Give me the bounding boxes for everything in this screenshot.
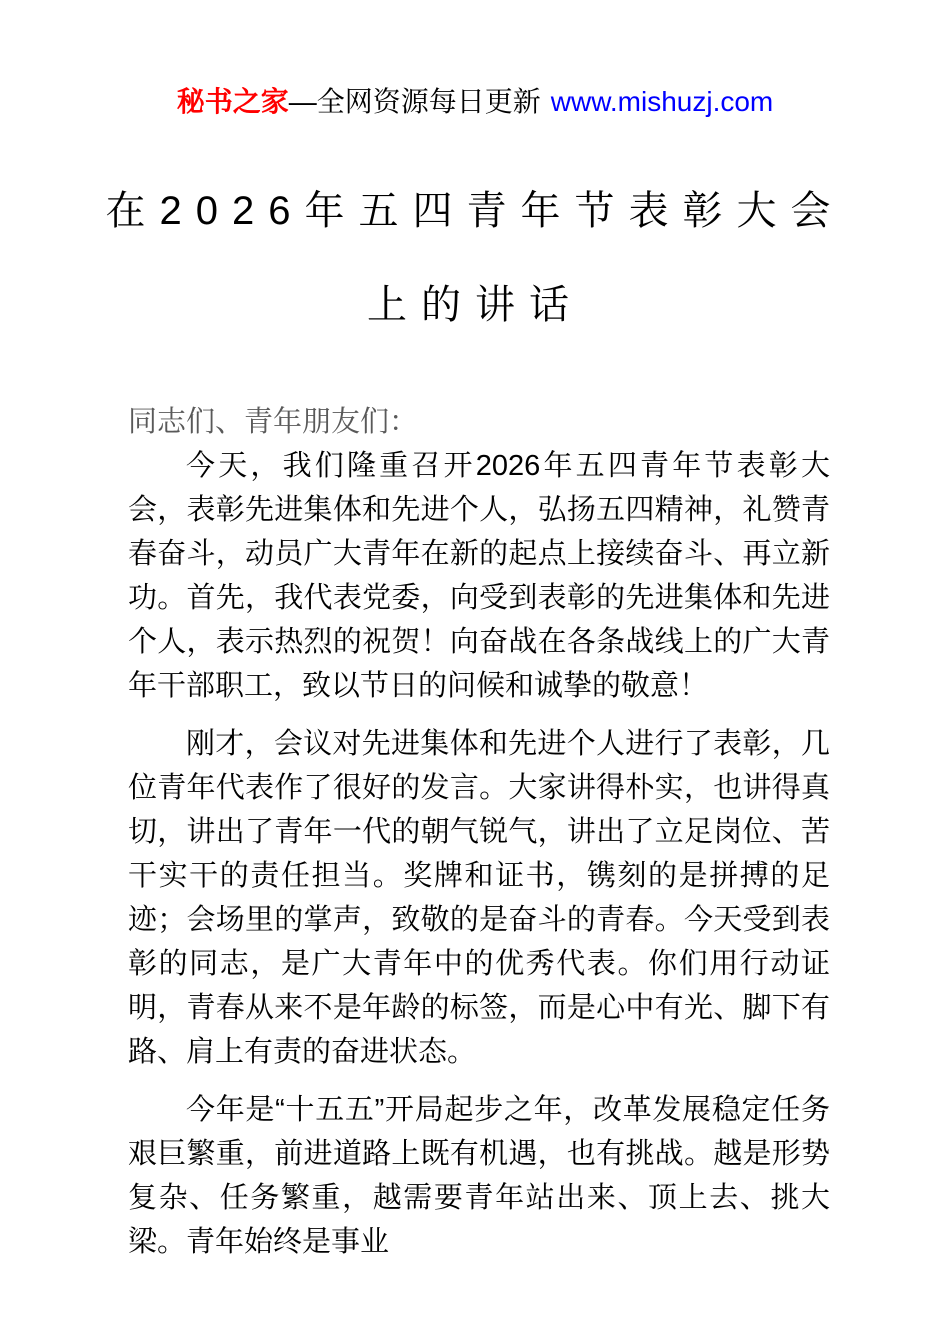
document-title [0, 164, 950, 352]
document-title-line1: 在2026年五四青年节表彰大会 [105, 189, 845, 233]
document-body [0, 400, 950, 1264]
banner-dash: — [288, 86, 317, 117]
paragraph-2: 刚才，会议对先进集体和先进个人进行了表彰，几位青年代表作了很好的发言。大家讲得朴实，也讲得真切，讲出了青年一代的朝气锐气，讲出了立足岗位、苦干实干的责任担当。奖牌和证书，镌刻的是拼搏的足迹；会场里的掌声，致敬的是奋斗的青春。今天受到表彰的同志，是广大青年中的优秀代表。你们用行动证明，青春从来不是年龄的标签，而是心中有光、脚下有路、肩上有责的奋进状态。 [128, 728, 830, 1068]
site-brand: 秘书之家 [176, 86, 289, 117]
site-banner [0, 0, 950, 120]
site-tagline: 全网资源每日更新 [316, 86, 541, 117]
salutation: 同志们、青年朋友们： [128, 406, 419, 438]
site-url-link[interactable]: www.mishuzj.com [550, 86, 774, 117]
document-title-line2: 上的讲话 [367, 283, 583, 327]
paragraph-1: 今天，我们隆重召开2026年五四青年节表彰大会，表彰先进集体和先进个人，弘扬五四精神，礼赞青春奋斗，动员广大青年在新的起点上接续奋斗、再立新功。首先，我代表党委，向受到表彰的先进集体和先进个人，表示热烈的祝贺！向奋战在各条战线上的广大青年干部职工，致以节日的问候和诚挚的敬意！ [128, 450, 830, 702]
paragraph-3: 今年是“十五五”开局起步之年，改革发展稳定任务艰巨繁重，前进道路上既有机遇，也有挑战。越是形势复杂、任务繁重，越需要青年站出来、顶上去、挑大梁。青年始终是事业 [128, 1094, 830, 1258]
